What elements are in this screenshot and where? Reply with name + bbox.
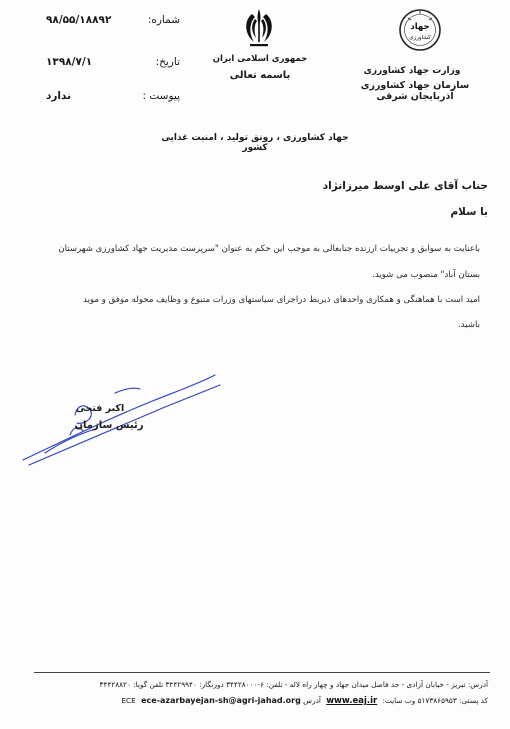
number-row: [40, 14, 180, 30]
agri-jahad-logo-icon: [398, 8, 442, 52]
attachment-value: ندارد: [46, 90, 72, 102]
date-row: [40, 56, 180, 72]
signatory-title: رئیس سازمان: [74, 420, 144, 431]
email-link[interactable]: ece-azarbayejan-sh@agri-jahad.org: [141, 696, 301, 705]
invocation: باسمه تعالی: [229, 70, 291, 81]
greeting: با سلام: [450, 206, 488, 218]
website-link[interactable]: www.eaj.ir: [326, 696, 378, 706]
logo-text-top: جهاد: [410, 22, 430, 32]
iran-emblem-icon: [238, 6, 280, 50]
year-motto: جهاد کشاورزی ، رونق تولید ، امنیت غذایی کشور: [161, 133, 349, 153]
date-label: تاریخ:: [155, 56, 180, 68]
body-line-2: بستان آباد" منصوب می شوید.: [372, 270, 480, 280]
republic-caption: جمهوری اسلامی ایران: [212, 54, 308, 64]
email-label: آدرس ECE: [121, 696, 321, 705]
attachment-row: [40, 90, 180, 106]
footer-contact: [18, 696, 488, 710]
signatory-name: اکبر فتحی: [75, 403, 125, 414]
number-label: شماره:: [147, 14, 180, 26]
organization-name: سازمان جهاد کشاورزی آذربایجان شرقی: [360, 80, 470, 102]
body-line-4: باشید.: [457, 320, 480, 330]
recipient-line: جناب آقای علی اوسط میرزانژاد: [322, 180, 488, 192]
date-value: ۱۳۹۸/۷/۱: [46, 56, 93, 68]
number-value: ۹۸/۵۵/۱۸۸۹۲: [46, 14, 112, 26]
body-line-1: باعنایت به سوابق و تجربیات ارزنده جنابعالی به موجب این حکم به عنوان "سرپرست مدیریت جهاد کشاورزی شهرستان: [58, 244, 480, 254]
footer-address: آدرس: تبریز - خیابان آزادی - حد فاصل میدان جهاد و چهار راه لاله - تلفن: ۶-۳۴۴۲۸۰۰۰ دورنگار: ۳۴۴۲۹۹۴۰ تلفن گویا: ۳۴۴۲۸۸۲۰: [99, 680, 488, 689]
logo-text-bottom: کشاورزی: [409, 35, 431, 41]
ministry-name: وزارت جهاد کشاورزی: [363, 66, 461, 76]
footer-divider: [34, 672, 490, 673]
attachment-label: پیوست :: [142, 90, 180, 102]
body-line-3: امید است با هماهنگی و همکاری واحدهای ذیربط دراجرای سیاستهای وزرات متبوع و وظایف محوله موفق و موید: [83, 295, 480, 305]
postal-code: کد پستی: ۵۱۷۳۸۶۵۹۵۳ وب سایت:: [382, 696, 488, 705]
